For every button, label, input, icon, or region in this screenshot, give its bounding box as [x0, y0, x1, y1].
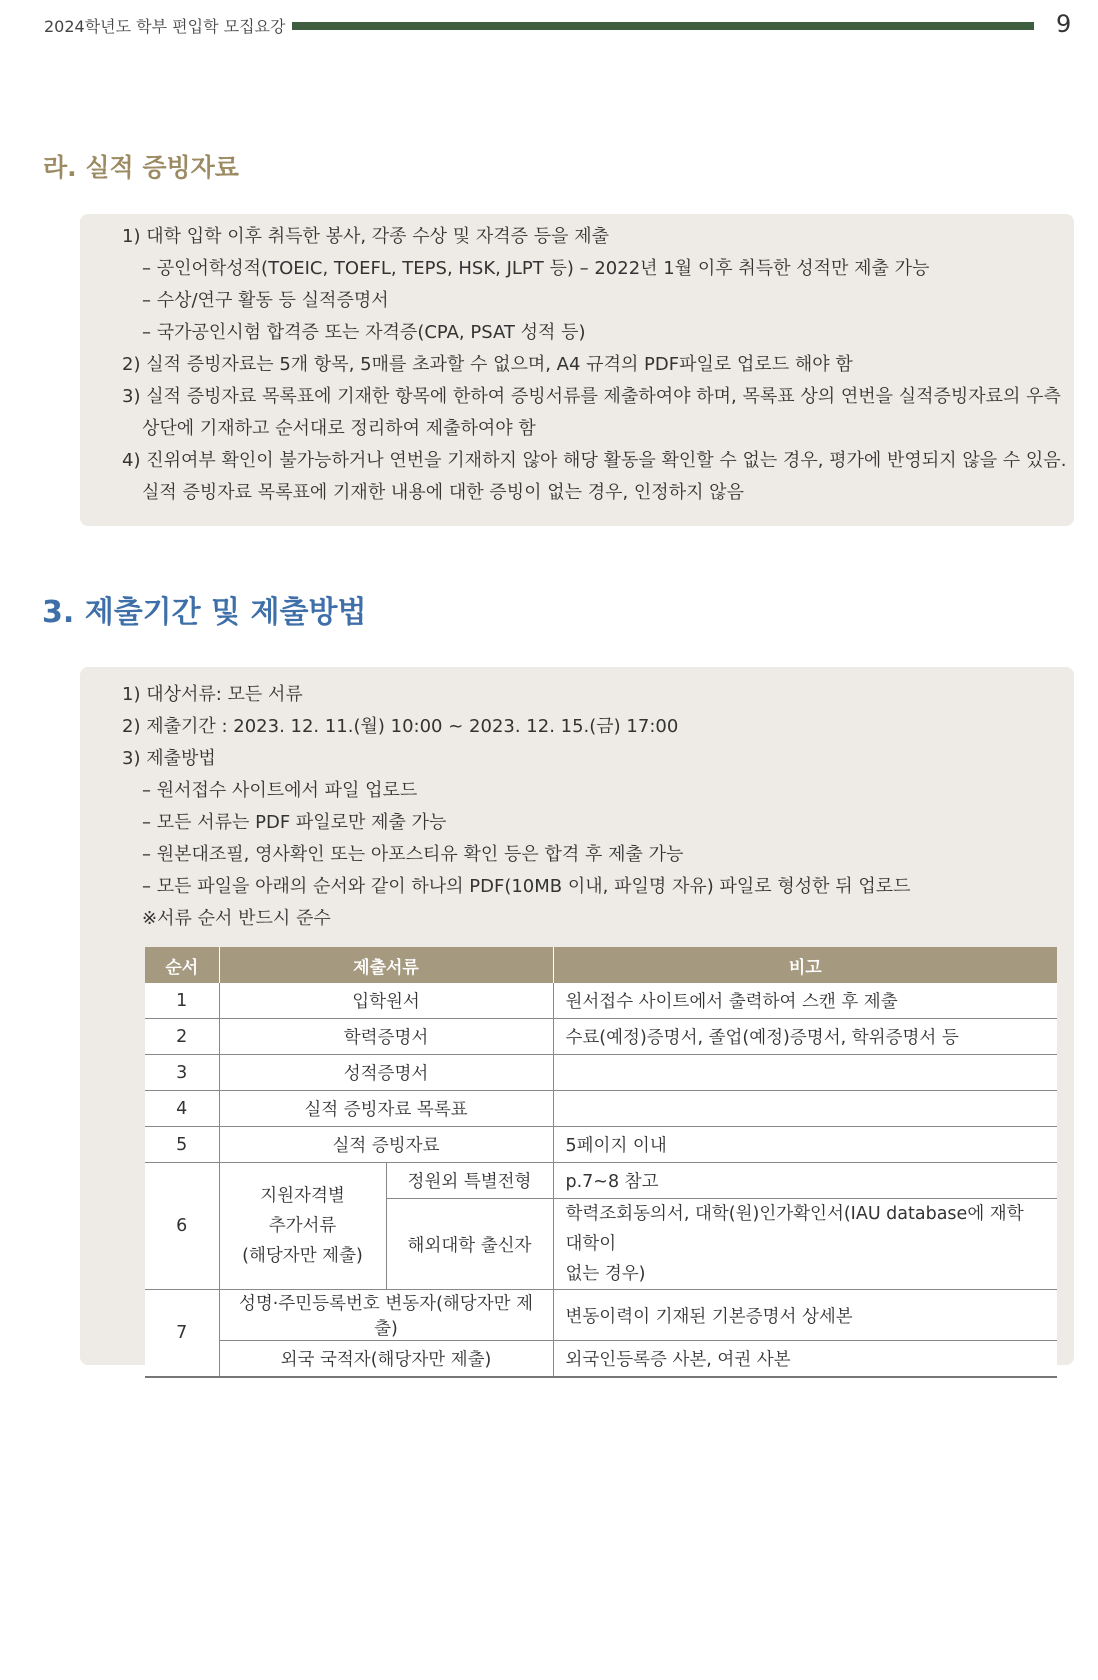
table-header-row [145, 947, 1057, 983]
row-document: 성명·주민등록번호 변동자(해당자만 제출) [219, 1290, 553, 1341]
s3-line-3: 3) 제출방법 [122, 748, 216, 769]
header-order: 순서 [145, 947, 219, 983]
row-order: 1 [145, 983, 219, 1019]
s3-line-5: – 모든 서류는 PDF 파일로만 제출 가능 [142, 812, 447, 833]
row-note: p.7~8 참고 [553, 1163, 1057, 1199]
table-row [145, 1290, 1057, 1341]
ra-line-8: 4) 진위여부 확인이 불가능하거나 연번을 기재하지 않아 해당 활동을 확인할 수 없는 경우, 평가에 반영되지 않을 수 있음. [122, 450, 1067, 471]
group-label-line: 추가서류 [268, 1216, 337, 1236]
row-document: 성적증명서 [219, 1055, 553, 1091]
table-row [145, 1055, 1057, 1091]
section-3-title: 3. 제출기간 및 제출방법 [42, 595, 367, 630]
s3-line-4: – 원서접수 사이트에서 파일 업로드 [142, 780, 418, 801]
row-order: 6 [145, 1163, 219, 1290]
note-line: 학력조회동의서, 대학(원)인가확인서(IAU database에 재학 대학이 [565, 1204, 1024, 1254]
header-note: 비고 [553, 947, 1057, 983]
row-document: 해외대학 출신자 [386, 1199, 553, 1290]
row-note [553, 1199, 1057, 1290]
row-note [553, 1091, 1057, 1127]
ra-line-9: 실적 증빙자료 목록표에 기재한 내용에 대한 증빙이 없는 경우, 인정하지 않음 [142, 482, 744, 503]
table-row [145, 1163, 1057, 1199]
row-order: 4 [145, 1091, 219, 1127]
ra-line-5: 2) 실적 증빙자료는 5개 항목, 5매를 초과할 수 없으며, A4 규격의 PDF파일로 업로드 해야 함 [122, 354, 853, 375]
row-note: 원서접수 사이트에서 출력하여 스캔 후 제출 [553, 983, 1057, 1019]
ra-line-1: 1) 대학 입학 이후 취득한 봉사, 각종 수상 및 자격증 등을 제출 [122, 226, 610, 247]
ra-line-4: – 국가공인시험 합격증 또는 자격증(CPA, PSAT 성적 등) [142, 322, 586, 343]
row-note [553, 1055, 1057, 1091]
ra-line-7: 상단에 기재하고 순서대로 정리하여 제출하여야 함 [142, 418, 536, 439]
s3-line-1: 1) 대상서류: 모든 서류 [122, 684, 303, 705]
row-document: 학력증명서 [219, 1019, 553, 1055]
table-row [145, 1019, 1057, 1055]
row-document: 실적 증빙자료 [219, 1127, 553, 1163]
table-row [145, 983, 1057, 1019]
table-row [145, 1091, 1057, 1127]
group-label-line: 지원자격별 [260, 1186, 345, 1206]
row-order: 5 [145, 1127, 219, 1163]
row-order: 2 [145, 1019, 219, 1055]
row-group-label [219, 1163, 386, 1290]
section-ra-box [80, 214, 1074, 526]
header-bar [292, 22, 1034, 30]
row-order: 3 [145, 1055, 219, 1091]
row-document: 외국 국적자(해당자만 제출) [219, 1341, 553, 1378]
section-ra-title: 라. 실적 증빙자료 [43, 153, 239, 182]
row-note: 외국인등록증 사본, 여권 사본 [553, 1341, 1057, 1378]
note-line: 없는 경우) [565, 1264, 646, 1284]
page-header [0, 12, 1098, 42]
section-3-box [80, 667, 1074, 1370]
document-title: 2024학년도 학부 편입학 모집요강 [44, 17, 286, 36]
ra-line-2: – 공인어학성적(TOEIC, TOEFL, TEPS, HSK, JLPT 등) – 2022년 1월 이후 취득한 성적만 제출 가능 [142, 258, 930, 279]
s3-line-7: – 모든 파일을 아래의 순서와 같이 하나의 PDF(10MB 이내, 파일명 자유) 파일로 형성한 뒤 업로드 [142, 876, 911, 897]
ra-line-3: – 수상/연구 활동 등 실적증명서 [142, 290, 389, 311]
ra-line-6: 3) 실적 증빙자료 목록표에 기재한 항목에 한하여 증빙서류를 제출하여야 하며, 목록표 상의 연번을 실적증빙자료의 우측 [122, 386, 1061, 407]
page-number: 9 [1056, 10, 1072, 38]
row-document: 입학원서 [219, 983, 553, 1019]
submission-order-table [145, 947, 1057, 1378]
s3-line-8: ※서류 순서 반드시 준수 [142, 908, 331, 929]
row-document: 실적 증빙자료 목록표 [219, 1091, 553, 1127]
row-document: 정원외 특별전형 [386, 1163, 553, 1199]
row-note: 5페이지 이내 [553, 1127, 1057, 1163]
row-note: 변동이력이 기재된 기본증명서 상세본 [553, 1290, 1057, 1341]
table-row [145, 1341, 1057, 1378]
group-label-line: (해당자만 제출) [242, 1246, 363, 1266]
row-order: 7 [145, 1290, 219, 1378]
row-note: 수료(예정)증명서, 졸업(예정)증명서, 학위증명서 등 [553, 1019, 1057, 1055]
table-row [145, 1127, 1057, 1163]
header-document: 제출서류 [219, 947, 553, 983]
s3-line-6: – 원본대조필, 영사확인 또는 아포스티유 확인 등은 합격 후 제출 가능 [142, 844, 684, 865]
s3-line-2: 2) 제출기간 : 2023. 12. 11.(월) 10:00 ~ 2023. 12. 15.(금) 17:00 [122, 716, 679, 737]
